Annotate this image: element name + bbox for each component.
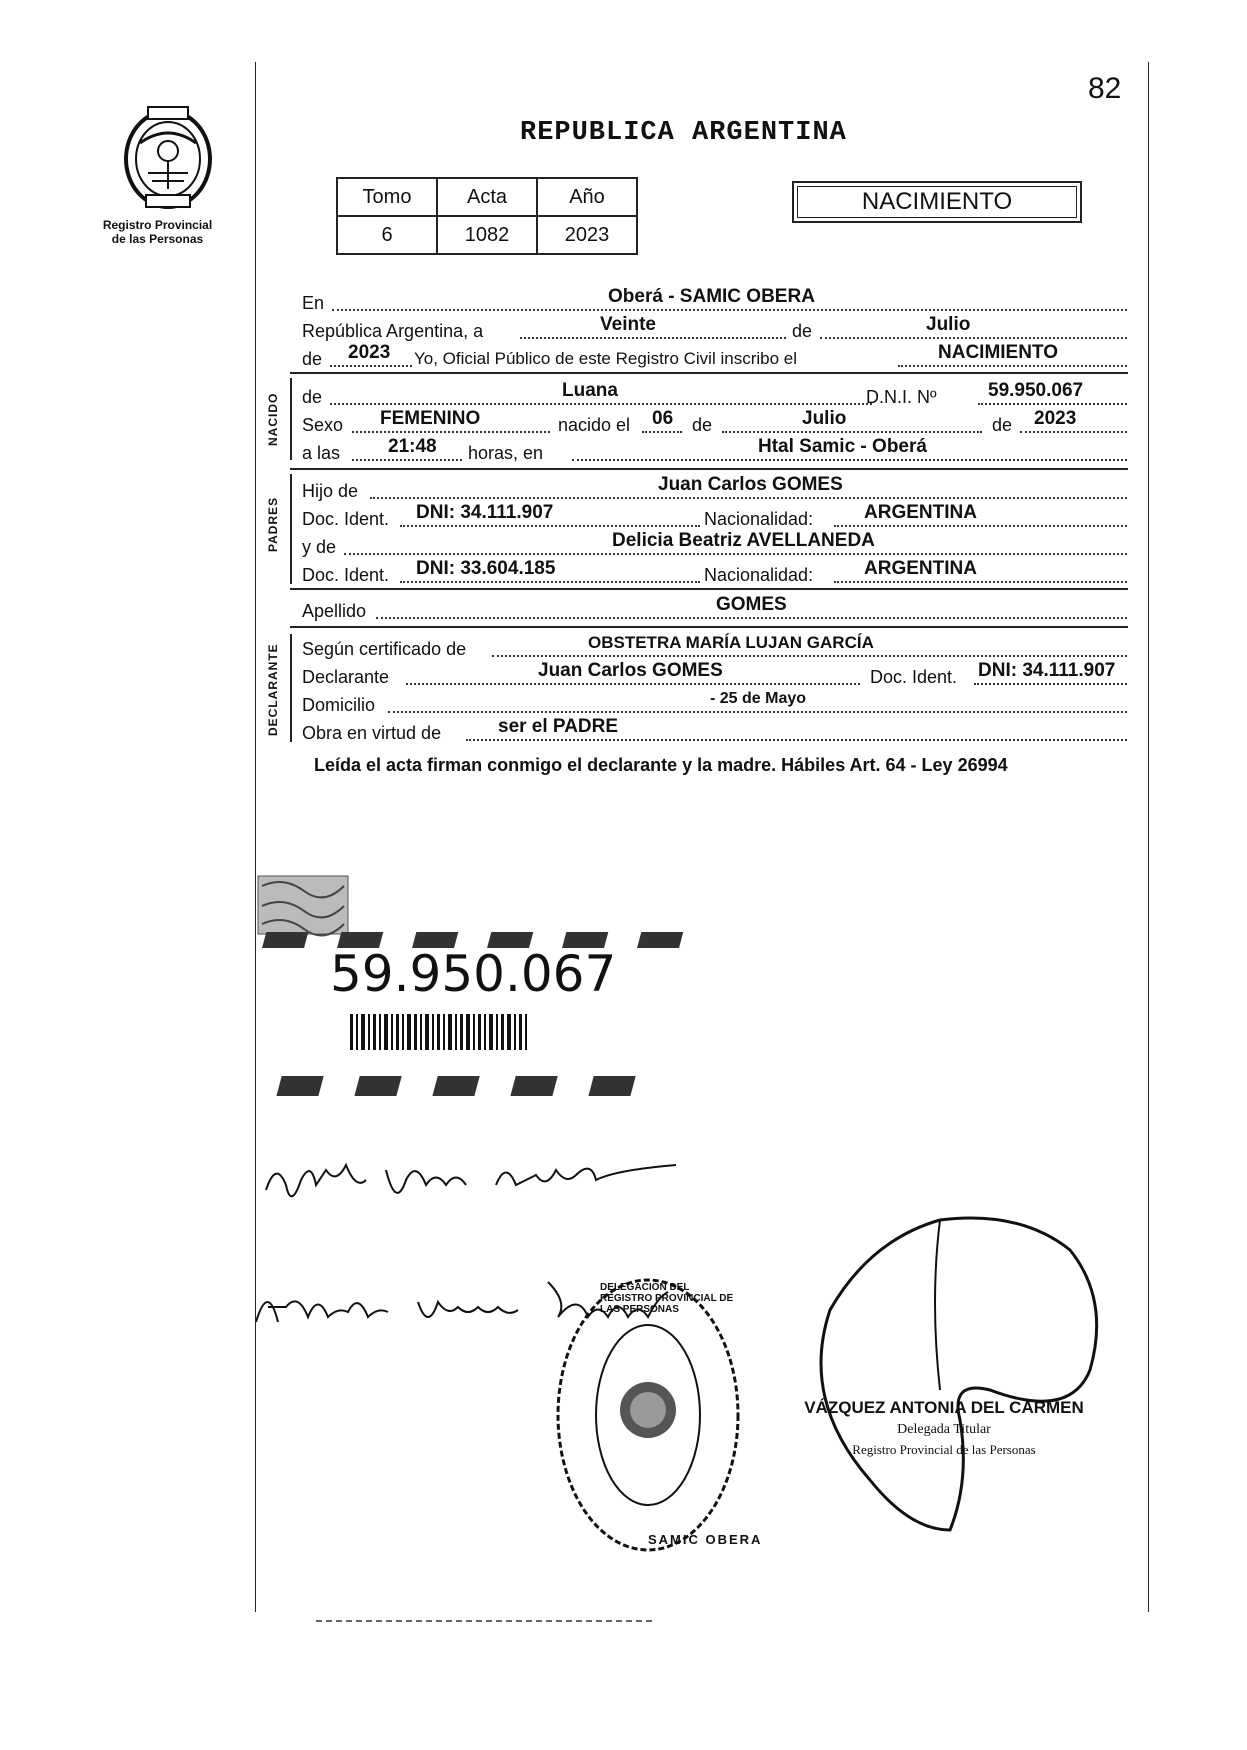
row-madre-doc bbox=[302, 558, 1130, 588]
office-seal-ring: DELEGACIÓN DEL REGISTRO PROVINCIAL DE LAS PERSONAS bbox=[600, 1282, 734, 1315]
year-value: 2023 bbox=[348, 342, 391, 363]
madre-nac-value: ARGENTINA bbox=[864, 558, 977, 579]
org-name-line2: de las Personas bbox=[111, 232, 204, 246]
padre-doc-label: Doc. Ident. bbox=[302, 509, 390, 529]
domicilio-value: - 25 de Mayo bbox=[710, 690, 807, 707]
de3-label: de bbox=[692, 415, 713, 435]
madre-nac-label: Nacionalidad: bbox=[704, 565, 814, 585]
hijo-label: Hijo de bbox=[302, 481, 359, 501]
registry-value-anio: 2023 bbox=[537, 216, 637, 254]
yde-label: y de bbox=[302, 537, 337, 557]
nacido-anio-value: 2023 bbox=[1034, 408, 1077, 429]
section-divider bbox=[290, 588, 1128, 590]
row-hora bbox=[302, 436, 1130, 466]
declarante-label: Declarante bbox=[302, 667, 390, 687]
nacido-mes-value: Julio bbox=[802, 408, 847, 429]
madre-doc-value: DNI: 33.604.185 bbox=[416, 558, 556, 579]
dotted-line bbox=[722, 431, 982, 433]
registry-header-tomo: Tomo bbox=[337, 178, 437, 216]
inscribo-label: Yo, Oficial Público de este Registro Civil inscribo el bbox=[414, 349, 797, 368]
hora-label: a las bbox=[302, 443, 341, 463]
section-divider bbox=[290, 372, 1128, 374]
section-declarante-label: DECLARANTE bbox=[266, 643, 280, 736]
obra-label: Obra en virtud de bbox=[302, 723, 442, 743]
closing-note: Leída el acta firman conmigo el declarante y la madre. Hábiles Art. 64 - Ley 26994 bbox=[314, 755, 1008, 775]
document-title: REPUBLICA ARGENTINA bbox=[520, 118, 847, 148]
padre-doc-value: DNI: 34.111.907 bbox=[416, 502, 554, 523]
obra-value: ser el PADRE bbox=[498, 716, 619, 737]
declarante-doc-value: DNI: 34.111.907 bbox=[978, 660, 1116, 681]
section-divider bbox=[290, 626, 1128, 628]
en-label: En bbox=[302, 293, 325, 313]
registry-header-anio: Año bbox=[537, 178, 637, 216]
sexo-label: Sexo bbox=[302, 415, 344, 435]
apellido-value: GOMES bbox=[716, 594, 787, 615]
madre-doc-label: Doc. Ident. bbox=[302, 565, 390, 585]
nombre-value: Luana bbox=[562, 380, 618, 401]
day-value: Veinte bbox=[600, 314, 656, 335]
row-inscribo bbox=[302, 342, 1130, 372]
office-seal-bottom: SAMIC OBERA bbox=[648, 1532, 763, 1547]
declarante-bar bbox=[290, 634, 292, 742]
padres-bar bbox=[290, 474, 292, 584]
registry-value-acta: 1082 bbox=[437, 216, 537, 254]
official-org: Registro Provincial de las Personas bbox=[852, 1442, 1036, 1457]
horas-en-label: horas, en bbox=[468, 443, 544, 463]
row-domicilio bbox=[302, 692, 1130, 718]
bottom-edge-mark bbox=[316, 1620, 652, 1622]
republica-label: República Argentina, a bbox=[302, 321, 484, 341]
place-value: Oberá - SAMIC OBERA bbox=[608, 286, 815, 307]
row-obra bbox=[302, 716, 1130, 746]
registry-value-tomo: 6 bbox=[337, 216, 437, 254]
org-name bbox=[95, 218, 220, 246]
registry-table bbox=[336, 177, 638, 255]
official-name: VÁZQUEZ ANTONIA DEL CARMEN bbox=[804, 1398, 1084, 1417]
page-number: 82 bbox=[1088, 72, 1122, 105]
sexo-value: FEMENINO bbox=[380, 408, 481, 429]
right-margin-line bbox=[1148, 62, 1149, 1612]
month-value: Julio bbox=[926, 314, 971, 335]
de2-label: de bbox=[302, 349, 323, 369]
registry-value-row bbox=[337, 216, 637, 254]
dni-value: 59.950.067 bbox=[988, 380, 1084, 401]
inscribo-value: NACIMIENTO bbox=[938, 342, 1058, 363]
sticker-number: 59.950.067 bbox=[330, 945, 617, 1003]
nacido-bar bbox=[290, 378, 292, 460]
padre-value: Juan Carlos GOMES bbox=[658, 474, 843, 495]
section-padres-label: PADRES bbox=[266, 496, 280, 552]
row-en bbox=[302, 286, 1130, 316]
certificado-value: OBSTETRA MARÍA LUJAN GARCÍA bbox=[588, 633, 874, 652]
registry-header-row bbox=[337, 178, 637, 216]
father-signature bbox=[256, 1140, 686, 1225]
declarante-value: Juan Carlos GOMES bbox=[538, 660, 723, 681]
section-divider bbox=[290, 468, 1128, 470]
official-signature bbox=[790, 1180, 1120, 1555]
declarante-doc-label: Doc. Ident. bbox=[870, 667, 958, 687]
madre-value: Delicia Beatriz AVELLANEDA bbox=[612, 530, 875, 551]
nacido-dia-value: 06 bbox=[652, 408, 674, 429]
padre-nac-label: Nacionalidad: bbox=[704, 509, 814, 529]
left-margin-line bbox=[255, 62, 256, 1612]
dotted-line bbox=[820, 337, 1127, 339]
nacido-label: nacido el bbox=[558, 415, 631, 435]
section-nacido-label: NACIDO bbox=[266, 392, 280, 446]
registry-header-acta: Acta bbox=[437, 178, 537, 216]
document-type-box: NACIMIENTO bbox=[792, 181, 1082, 223]
hora-value: 21:48 bbox=[388, 436, 437, 457]
certificado-label: Según certificado de bbox=[302, 639, 467, 659]
org-name-line1: Registro Provincial bbox=[102, 218, 213, 232]
de-label: de bbox=[792, 321, 813, 341]
row-apellido bbox=[302, 594, 1130, 624]
lugar-value: Htal Samic - Oberá bbox=[758, 436, 927, 457]
nombre-label: de bbox=[302, 387, 323, 407]
official-role: Delegada Titular bbox=[897, 1422, 991, 1437]
de4-label: de bbox=[992, 415, 1013, 435]
province-seal-logo bbox=[118, 103, 218, 220]
padre-nac-value: ARGENTINA bbox=[864, 502, 977, 523]
domicilio-label: Domicilio bbox=[302, 695, 376, 715]
dni-label: D.N.I. Nº bbox=[866, 387, 937, 407]
apellido-label: Apellido bbox=[302, 601, 367, 621]
